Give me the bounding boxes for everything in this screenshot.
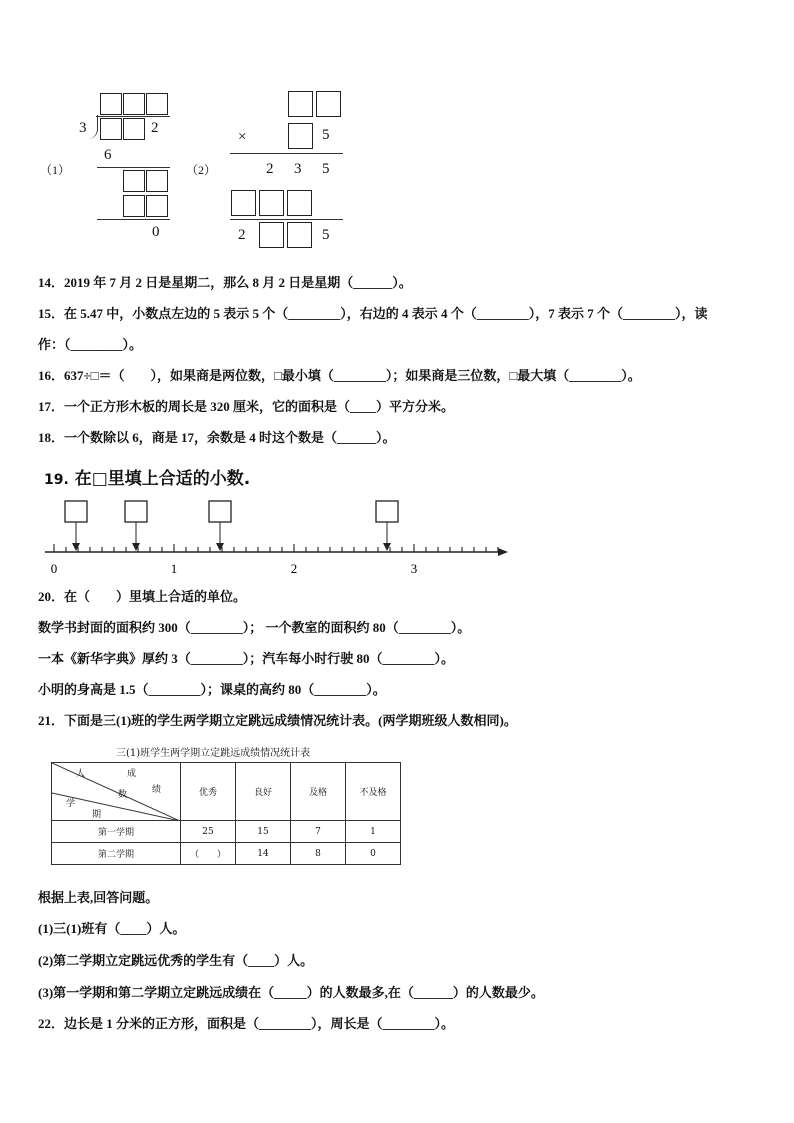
answer-box[interactable] xyxy=(100,118,122,140)
question-20-line-c: 小明的身高是 1.5（________）；课桌的高约 80（________）。 xyxy=(38,682,386,697)
partial-digit: 2 xyxy=(266,161,274,177)
partial-product: 6 xyxy=(104,147,112,163)
table-cell: 25 xyxy=(181,821,236,843)
answer-box[interactable] xyxy=(259,222,284,248)
question-16: 16．637÷□＝（ ），如果商是两位数，□最小填（________）；如果商是三位数，□最大填（________）。 xyxy=(38,368,641,383)
multiplier-digit: 5 xyxy=(322,127,330,143)
answer-box[interactable] xyxy=(288,91,313,117)
partial-digit: 3 xyxy=(294,161,302,177)
times-sign: × xyxy=(238,129,247,145)
answer-box[interactable] xyxy=(316,91,341,117)
answer-box[interactable] xyxy=(287,222,312,248)
answer-box[interactable] xyxy=(123,170,145,192)
header-fail: 不及格 xyxy=(346,763,401,821)
number-line xyxy=(0,495,794,580)
header-pass: 及格 xyxy=(291,763,346,821)
answer-box[interactable] xyxy=(146,93,168,115)
question-21: 21．下面是三(1)班的学生两学期立定跳远成绩情况统计表。(两学期班级人数相同)。 xyxy=(38,713,517,728)
answer-box[interactable] xyxy=(259,190,284,216)
rule xyxy=(97,167,170,168)
header-excellent: 优秀 xyxy=(181,763,236,821)
question-22: 22．边长是 1 分米的正方形，面积是（________），周长是（________）。 xyxy=(38,1016,455,1031)
table-cell-blank[interactable]: （ ） xyxy=(181,843,236,865)
corner-shu: 数 xyxy=(118,790,128,800)
question-17: 17．一个正方形木板的周长是 320 厘米，它的面积是（____）平方分米。 xyxy=(38,399,455,414)
corner-xue: 学 xyxy=(66,799,76,809)
q13-label-2: （2） xyxy=(186,163,217,177)
table-cell: 8 xyxy=(291,843,346,865)
answer-box[interactable] xyxy=(123,195,145,217)
question-19-number: 19. xyxy=(44,472,69,488)
table-cell: 14 xyxy=(236,843,291,865)
table-cell: 0 xyxy=(346,843,401,865)
table-cell: 15 xyxy=(236,821,291,843)
number-line-ticks xyxy=(54,544,498,552)
number-line-box-2[interactable] xyxy=(125,501,147,551)
number-line-box-4[interactable] xyxy=(376,501,398,551)
answer-box[interactable] xyxy=(123,118,145,140)
divisor: 3 xyxy=(79,120,87,136)
partial-digit: 5 xyxy=(322,161,330,177)
question-15-line-1: 15．在 5.47 中，小数点左边的 5 表示 5 个（________），右边的 4 表示 4 个（________），7 表示 7 个（________），读 xyxy=(38,306,708,321)
q13-label-1: （1） xyxy=(40,163,71,177)
question-21-2: (2)第二学期立定跳远优秀的学生有（____）人。 xyxy=(38,953,314,968)
number-line-box-1[interactable] xyxy=(65,501,87,551)
rule xyxy=(230,219,343,220)
answer-box[interactable] xyxy=(287,190,312,216)
division-bar xyxy=(96,116,170,117)
question-19 xyxy=(44,464,250,489)
table-title: 三(1)班学生两学期立定跳远成绩情况统计表 xyxy=(116,748,311,759)
rule xyxy=(230,153,343,154)
answer-box[interactable] xyxy=(146,170,168,192)
rule xyxy=(97,219,170,220)
table-cell: 7 xyxy=(291,821,346,843)
division-bracket xyxy=(88,115,98,139)
corner-ren: 人 xyxy=(76,769,86,779)
number-line-box-3[interactable] xyxy=(209,501,231,551)
statistics-table xyxy=(51,762,401,865)
answer-box[interactable] xyxy=(231,190,256,216)
remainder: 0 xyxy=(152,224,160,240)
number-line-label-1: 1 xyxy=(170,561,178,576)
table-corner-cell xyxy=(52,763,181,821)
question-18: 18．一个数除以 6，商是 17，余数是 4 时这个数是（______）。 xyxy=(38,430,396,445)
answer-box[interactable] xyxy=(123,93,145,115)
question-19-text: 在□里填上合适的小数. xyxy=(74,469,251,489)
question-15-line-2: 作：（________）。 xyxy=(38,337,143,352)
row-term: 第一学期 xyxy=(52,821,181,843)
corner-ji: 绩 xyxy=(152,785,162,795)
table-cell: 1 xyxy=(346,821,401,843)
answer-box[interactable] xyxy=(146,195,168,217)
question-20-line-a: 数学书封面的面积约 300（________）； 一个教室的面积约 80（________）。 xyxy=(38,620,471,635)
question-20: 20．在（ ）里填上合适的单位。 xyxy=(38,589,247,604)
dividend-digit: 2 xyxy=(151,120,159,136)
row-term: 第二学期 xyxy=(52,843,181,865)
question-21-3: (3)第一学期和第二学期立定跳远成绩在（_____）的人数最多,在（______）的人数最少。 xyxy=(38,985,544,1000)
corner-cheng: 成 xyxy=(127,769,137,779)
header-good: 良好 xyxy=(236,763,291,821)
product-digit: 2 xyxy=(238,227,246,243)
answer-box[interactable] xyxy=(100,93,122,115)
product-digit: 5 xyxy=(322,227,330,243)
number-line-label-0: 0 xyxy=(50,561,58,576)
question-14: 14．2019 年 7 月 2 日是星期二，那么 8 月 2 日是星期（______）。 xyxy=(38,275,412,290)
answer-box[interactable] xyxy=(288,123,313,149)
question-21-prompt: 根据上表,回答问题。 xyxy=(38,890,159,905)
number-line-label-2: 2 xyxy=(290,561,298,576)
number-line-label-3: 3 xyxy=(410,561,418,576)
corner-qi: 期 xyxy=(92,810,102,820)
question-20-line-b: 一本《新华字典》厚约 3（________）；汽车每小时行驶 80（________）。 xyxy=(38,651,455,666)
question-21-1: (1)三(1)班有（____）人。 xyxy=(38,921,186,936)
